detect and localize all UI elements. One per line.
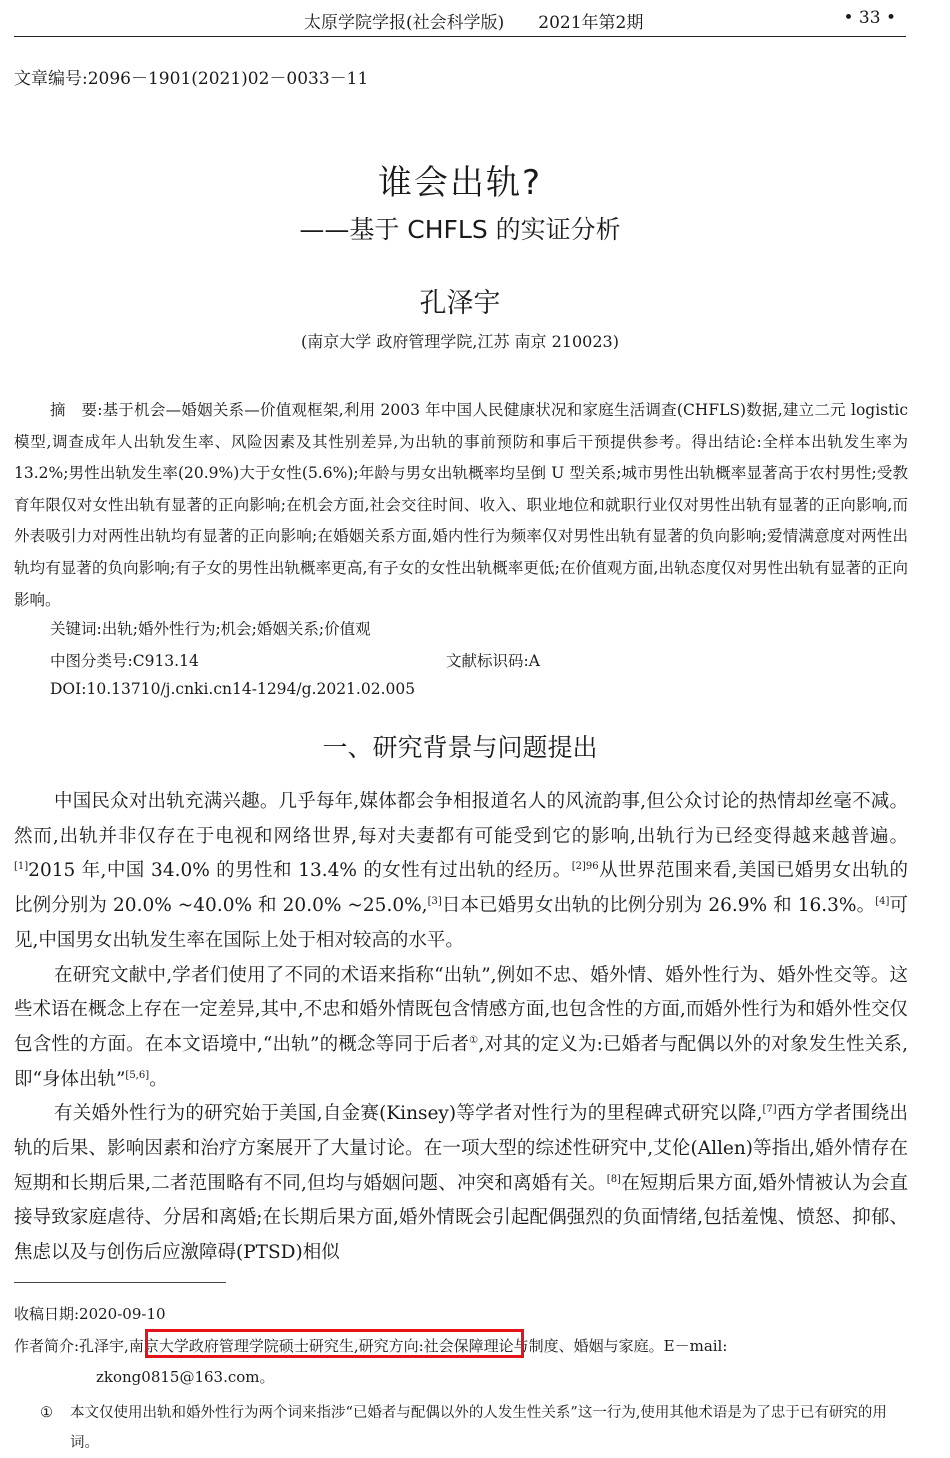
page-number: • 33 • bbox=[843, 8, 896, 28]
article-number: 文章编号:2096－1901(2021)02－0033－11 bbox=[14, 69, 369, 89]
footnote-marker: ① bbox=[40, 1405, 53, 1421]
citation: [4] bbox=[875, 895, 890, 907]
abstract: 摘 要:基于机会—婚姻关系—价值观框架,利用 2003 年中国人民健康状况和家庭生活调查(CHFLS)数据,建立二元 logistic 模型,调查成年人出轨发生率、风险因素及其性别差异,为出轨的事前预防和事后干预提供参考。得出结论:全样本出轨发生率为 13.2%;男性出轨发生率(20.9%)大于女性(5.6%);年龄与男女出轨概率均呈倒 U 型关系;城市男性出轨概率显著高于农村男性;受教育年限仅对女性出轨有显著的正向影响;在机会方面,社会交往时间、收入、职业地位和就职行业仅对男性出轨有显著的正向影响,而外表吸引力对两性出轨均有显著的正向影响;在婚姻关系方面,婚内性行为频率仅对男性出轨有显著的负向影响;爱情满意度对两性出轨均有显著的负向影响;有子女的男性出轨概率更高,有子女的女性出轨概率更低;在价值观方面,出轨态度仅对男性出轨有显著的正向影响。 bbox=[14, 401, 908, 609]
paper-title: 谁会出轨? bbox=[377, 163, 543, 203]
citation: [5,6] bbox=[125, 1069, 150, 1081]
body-text bbox=[14, 785, 908, 1271]
footnote-text: 本文仅使用出轨和婚外性行为两个词来指涉“已婚者与配偶以外的人发生性关系”这一行为,使用其他术语是为了忠于已有研究的用词。 bbox=[70, 1405, 887, 1451]
citation: [2]96 bbox=[571, 861, 599, 873]
author-email: zkong0815@163.com。 bbox=[96, 1368, 275, 1386]
doi: DOI:10.13710/j.cnki.cn14-1294/g.2021.02.005 bbox=[50, 680, 416, 698]
author-affiliation: (南京大学 政府管理学院,江苏 南京 210023) bbox=[301, 332, 619, 351]
author-name: 孔泽宇 bbox=[419, 288, 501, 319]
paper-subtitle: ——基于 CHFLS 的实证分析 bbox=[299, 215, 621, 244]
keywords: 关键词:出轨;婚外性行为;机会;婚姻关系;价值观 bbox=[50, 620, 371, 638]
footnote bbox=[14, 1398, 908, 1458]
citation: [3] bbox=[427, 895, 442, 907]
section-heading: 一、研究背景与问题提出 bbox=[322, 733, 598, 762]
author-bio: 作者简介:孔泽宇,南京大学政府管理学院硕士研究生,研究方向:社会保障理论与制度、婚姻与家庭。E－mail: bbox=[14, 1337, 728, 1355]
running-header bbox=[14, 4, 906, 37]
paragraph: 中国民众对出轨充满兴趣。几乎每年,媒体都会争相报道名人的风流韵事,但公众讨论的热情却丝毫不减。然而,出轨并非仅存在于电视和网络世界,每对夫妻都有可能受到它的影响,出轨行为已经变得越来越普遍。[1]2015 年,中国 34.0% 的男性和 13.4% 的女性有过出轨的经历。$^{[2]96}$从世界范围来看,美国已婚男女出轨的比例分别为 20.0% ~40.0% 和 20.0% ~25.0%,[3]日本已婚男女出轨的比例分别为 26.9% 和 16.3%。[4]可见,中国男女出轨发生率在国际上处于相对较高的水平。 bbox=[14, 791, 908, 951]
citation: [1] bbox=[14, 861, 29, 873]
paragraph: 有关婚外性行为的研究始于美国,自金赛(Kinsey)等学者对性行为的里程碑式研究以降,[7]西方学者围绕出轨的后果、影响因素和治疗方案展开了大量讨论。在一项大型的综述性研究中,艾伦(Allen)等指出,婚外情存在短期和长期后果,二者范围略有不同,但均与婚姻问题、冲突和离婚有关。[8]在短期后果方面,婚外情被认为会直接导致家庭虐待、分居和离婚;在长期后果方面,婚外情既会引起配偶强烈的负面情绪,包括羞愧、愤怒、抑郁、焦虑以及与创伤后应激障碍(PTSD)相似 bbox=[14, 1103, 908, 1264]
document-code: 文献标识码:A bbox=[446, 652, 540, 670]
citation: [8] bbox=[606, 1173, 621, 1185]
highlight-box bbox=[145, 1329, 524, 1358]
footnote-mark: ① bbox=[469, 1034, 479, 1046]
citation: [7] bbox=[762, 1104, 777, 1116]
paragraph: 在研究文献中,学者们使用了不同的术语来指称“出轨”,例如不忠、婚外情、婚外性行为、婚外性交等。这些术语在概念上存在一定差异,其中,不忠和婚外情既包含情感方面,也包含性的方面,而婚外性行为和婚外性交仅包含性的方面。在本文语境中,“出轨”的概念等同于后者①,对其的定义为:已婚者与配偶以外的对象发生性关系,即“身体出轨”[5,6]。 bbox=[14, 964, 909, 1090]
footnote-divider bbox=[14, 1282, 226, 1283]
journal-name: 太原学院学报(社会科学版) 2021年第2期 bbox=[304, 13, 644, 33]
clc-number: 中图分类号:C913.14 bbox=[50, 652, 199, 670]
received-date: 收稿日期:2020-09-10 bbox=[14, 1305, 166, 1323]
